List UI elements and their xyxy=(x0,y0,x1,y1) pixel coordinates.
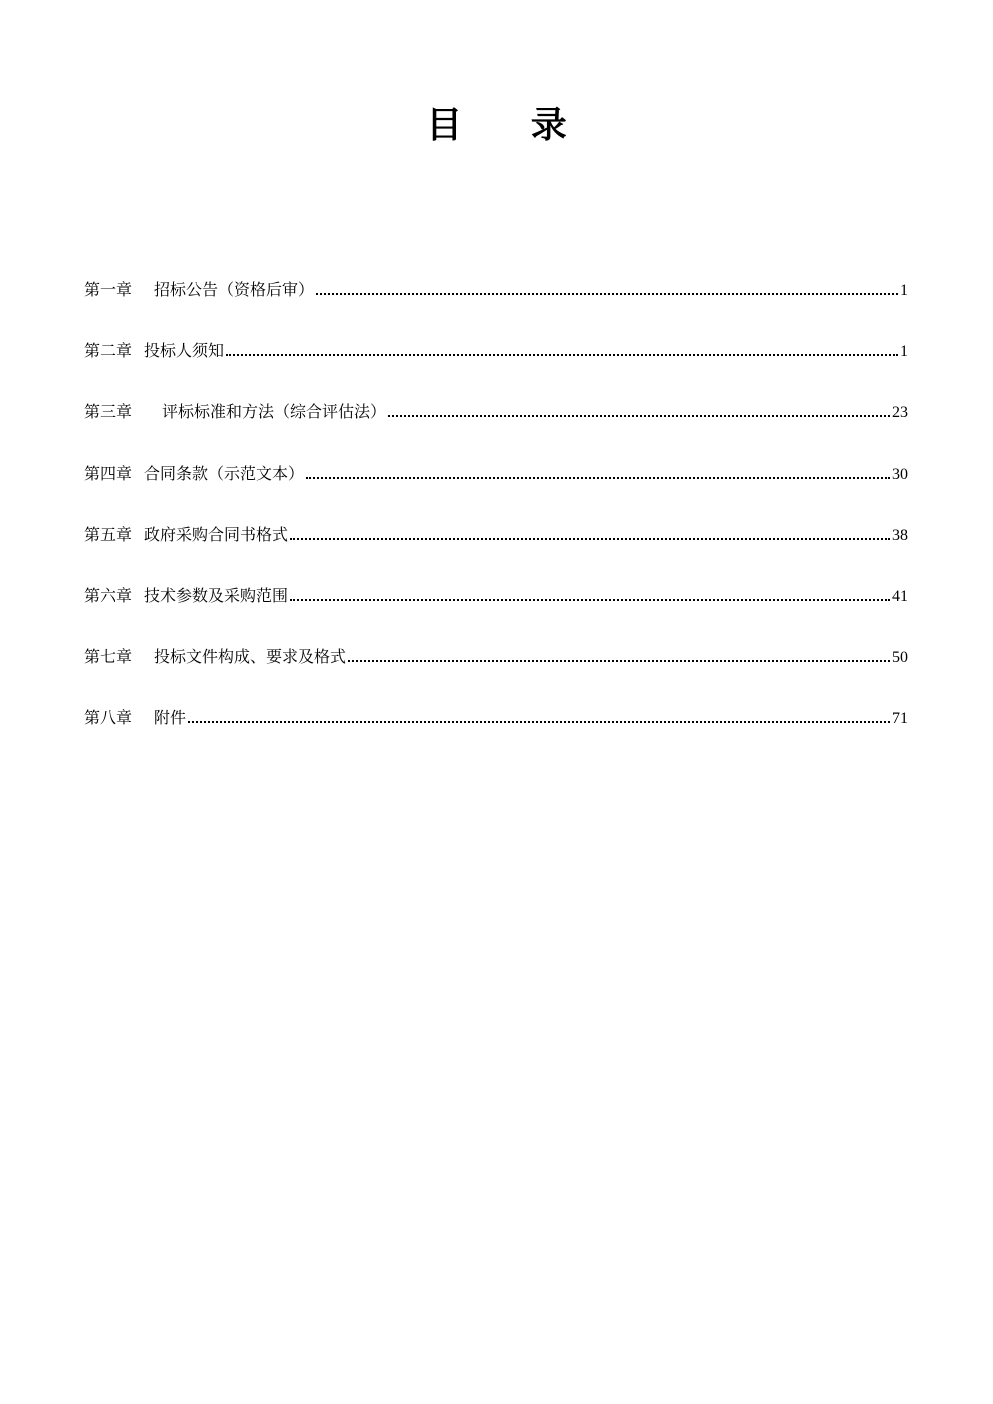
toc-page-number: 1 xyxy=(900,343,908,361)
toc-entry-5[interactable] xyxy=(84,521,908,582)
toc-page-number: 71 xyxy=(892,710,908,728)
dot-leader xyxy=(348,648,890,662)
toc-entry-8[interactable] xyxy=(84,704,908,765)
toc-chapter-label: 第二章 xyxy=(84,341,133,361)
toc-page-number: 30 xyxy=(892,465,908,483)
toc-page-number: 50 xyxy=(892,649,908,667)
page-title: 目 录 xyxy=(426,105,595,146)
dot-leader xyxy=(290,587,890,601)
toc-chapter-label: 第四章 xyxy=(84,463,133,483)
table-of-contents xyxy=(84,276,908,766)
toc-entry-title: 投标文件构成、要求及格式 xyxy=(154,647,347,667)
toc-entry-title: 投标人须知 xyxy=(144,341,225,361)
toc-entry-title: 政府采购合同书格式 xyxy=(144,524,289,544)
toc-entry-7[interactable] xyxy=(84,643,908,704)
dot-leader xyxy=(316,281,898,295)
toc-chapter-label: 第六章 xyxy=(84,585,133,605)
toc-entry-3[interactable] xyxy=(84,398,908,459)
toc-entry-title: 技术参数及采购范围 xyxy=(144,585,289,605)
dot-leader xyxy=(188,709,890,723)
toc-entry-title: 合同条款（示范文本） xyxy=(144,463,305,483)
toc-entry-title: 评标标准和方法（综合评估法） xyxy=(162,402,387,422)
toc-entry-title: 附件 xyxy=(154,708,187,728)
toc-chapter-label: 第三章 xyxy=(84,402,133,422)
toc-chapter-label: 第七章 xyxy=(84,647,133,667)
toc-entry-1[interactable] xyxy=(84,276,908,337)
toc-entry-title: 招标公告（资格后审） xyxy=(154,280,315,299)
toc-entry-6[interactable] xyxy=(84,582,908,643)
toc-chapter-label: 第五章 xyxy=(84,524,133,544)
dot-leader xyxy=(226,342,898,356)
toc-chapter-label: 第八章 xyxy=(84,708,133,728)
toc-page-number: 38 xyxy=(892,526,908,544)
toc-entry-4[interactable] xyxy=(84,460,908,521)
dot-leader xyxy=(290,526,890,540)
toc-entry-2[interactable] xyxy=(84,337,908,398)
toc-page-number: 41 xyxy=(892,587,908,605)
dot-leader xyxy=(306,465,890,479)
toc-chapter-label: 第一章 xyxy=(84,280,133,299)
toc-page-number: 23 xyxy=(892,404,908,422)
dot-leader xyxy=(388,403,890,417)
toc-page-number: 1 xyxy=(900,282,908,299)
